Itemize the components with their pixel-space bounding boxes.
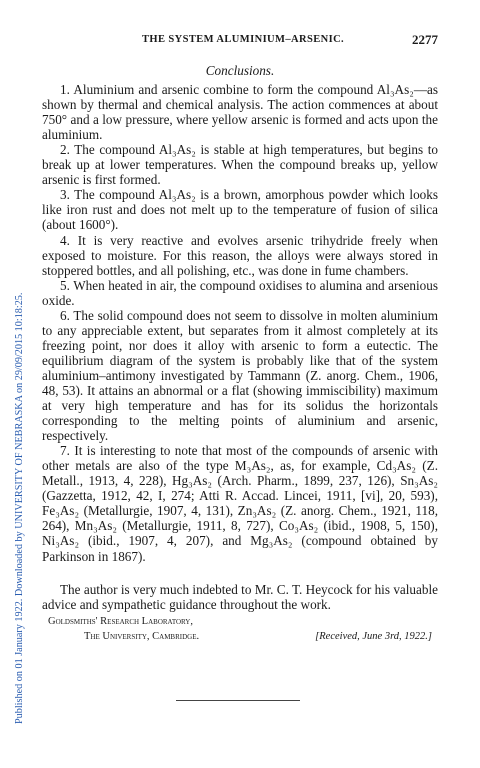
conclusion-paragraph: 3. The compound Al₃As₂ is a brown, amorphous powder which looks like iron rust and does not melt up to the temperature of fusion of silica (about 1600°). [42, 187, 438, 233]
page-header [42, 32, 438, 48]
running-title: THE SYSTEM ALUMINIUM–ARSENIC. [142, 34, 345, 45]
conclusion-paragraph: 6. The solid compound does not seem to dissolve in molten aluminium to any appreciable extent, but separates from it almost completely at its freezing point, nor does it alloy with arsenic to form a eutectic. The equilibrium diagram of the system is probably like that of the system aluminium–antimony investigated by Tammann (Z. anorg. Chem., 1906, 48, 53). It attains an abnormal or a flat (showing immiscibility) maximum at very high temperature and has for its solidus the horizontals corresponding to the melting points of aluminium and arsenic, respectively. [42, 307, 438, 444]
conclusion-paragraph: 1. Aluminium and arsenic combine to form the compound Al₃As₂—as shown by thermal and chemical analysis. The action commences at about 750° and a low pressure, where yellow arsenic is formed and acts upon the aluminium. [42, 82, 438, 143]
laboratory-name: Goldsmiths' Research Laboratory, [48, 615, 193, 627]
university-name: The University, Cambridge. [84, 630, 200, 642]
conclusion-paragraph: 2. The compound Al₃As₂ is stable at high temperatures, but begins to break up at lower temperatures. When the compound breaks up, yellow arsenic is first formed. [42, 142, 438, 188]
article-body [42, 63, 438, 642]
section-heading: Conclusions. [205, 63, 275, 78]
conclusion-paragraph: 7. It is interesting to note that most of the compounds of arsenic with other metals are also of the type M₃As₂, as, for example, Cd₃As₂ (Z. Metall., 1913, 4, 228), Hg₃As₂ (Arch. Pharm., 1899, 237, 126), Sn₃As₂ (Gazzetta, 1912, 42, I, 274; Atti R. Accad. Lincei, 1911, [vi], 20, 593), Fe₃As₂ (Metallurgie, 1907, 4, 131), Zn₃As₂ (Z. anorg. Chem., 1921, 118, 264), Mn₃As₂ (Metallurgie, 1911, 8, 727), Co₃As₂ (ibid., 1908, 5, 150), Ni₃As₂ (ibid., 1907, 4, 207), and Mg₃As₂ (compound obtained by Parkinson in 1867). [42, 443, 438, 564]
conclusion-paragraph: 4. It is very reactive and evolves arsenic trihydride freely when exposed to moisture. For this reason, the alloys were always stored in stoppered bottles, and all polishing, etc., was done in fume chambers. [42, 232, 438, 278]
acknowledgement: The author is very much indebted to Mr. C. T. Heycock for his valuable advice and sympathetic guidance throughout the work. [42, 581, 438, 612]
received-date: [Received, June 3rd, 1922.] [315, 630, 432, 642]
download-watermark [0, 0, 25, 768]
watermark-text: Published on 01 January 1922. Downloaded by UNIVERSITY OF NEBRASKA on 29/09/2015 10:18:25. [14, 292, 25, 724]
conclusion-paragraph: 5. When heated in air, the compound oxidises to alumina and arsenious oxide. [42, 277, 438, 308]
page-number: 2277 [412, 32, 438, 47]
affiliation-block [42, 614, 438, 642]
end-rule [176, 700, 300, 701]
